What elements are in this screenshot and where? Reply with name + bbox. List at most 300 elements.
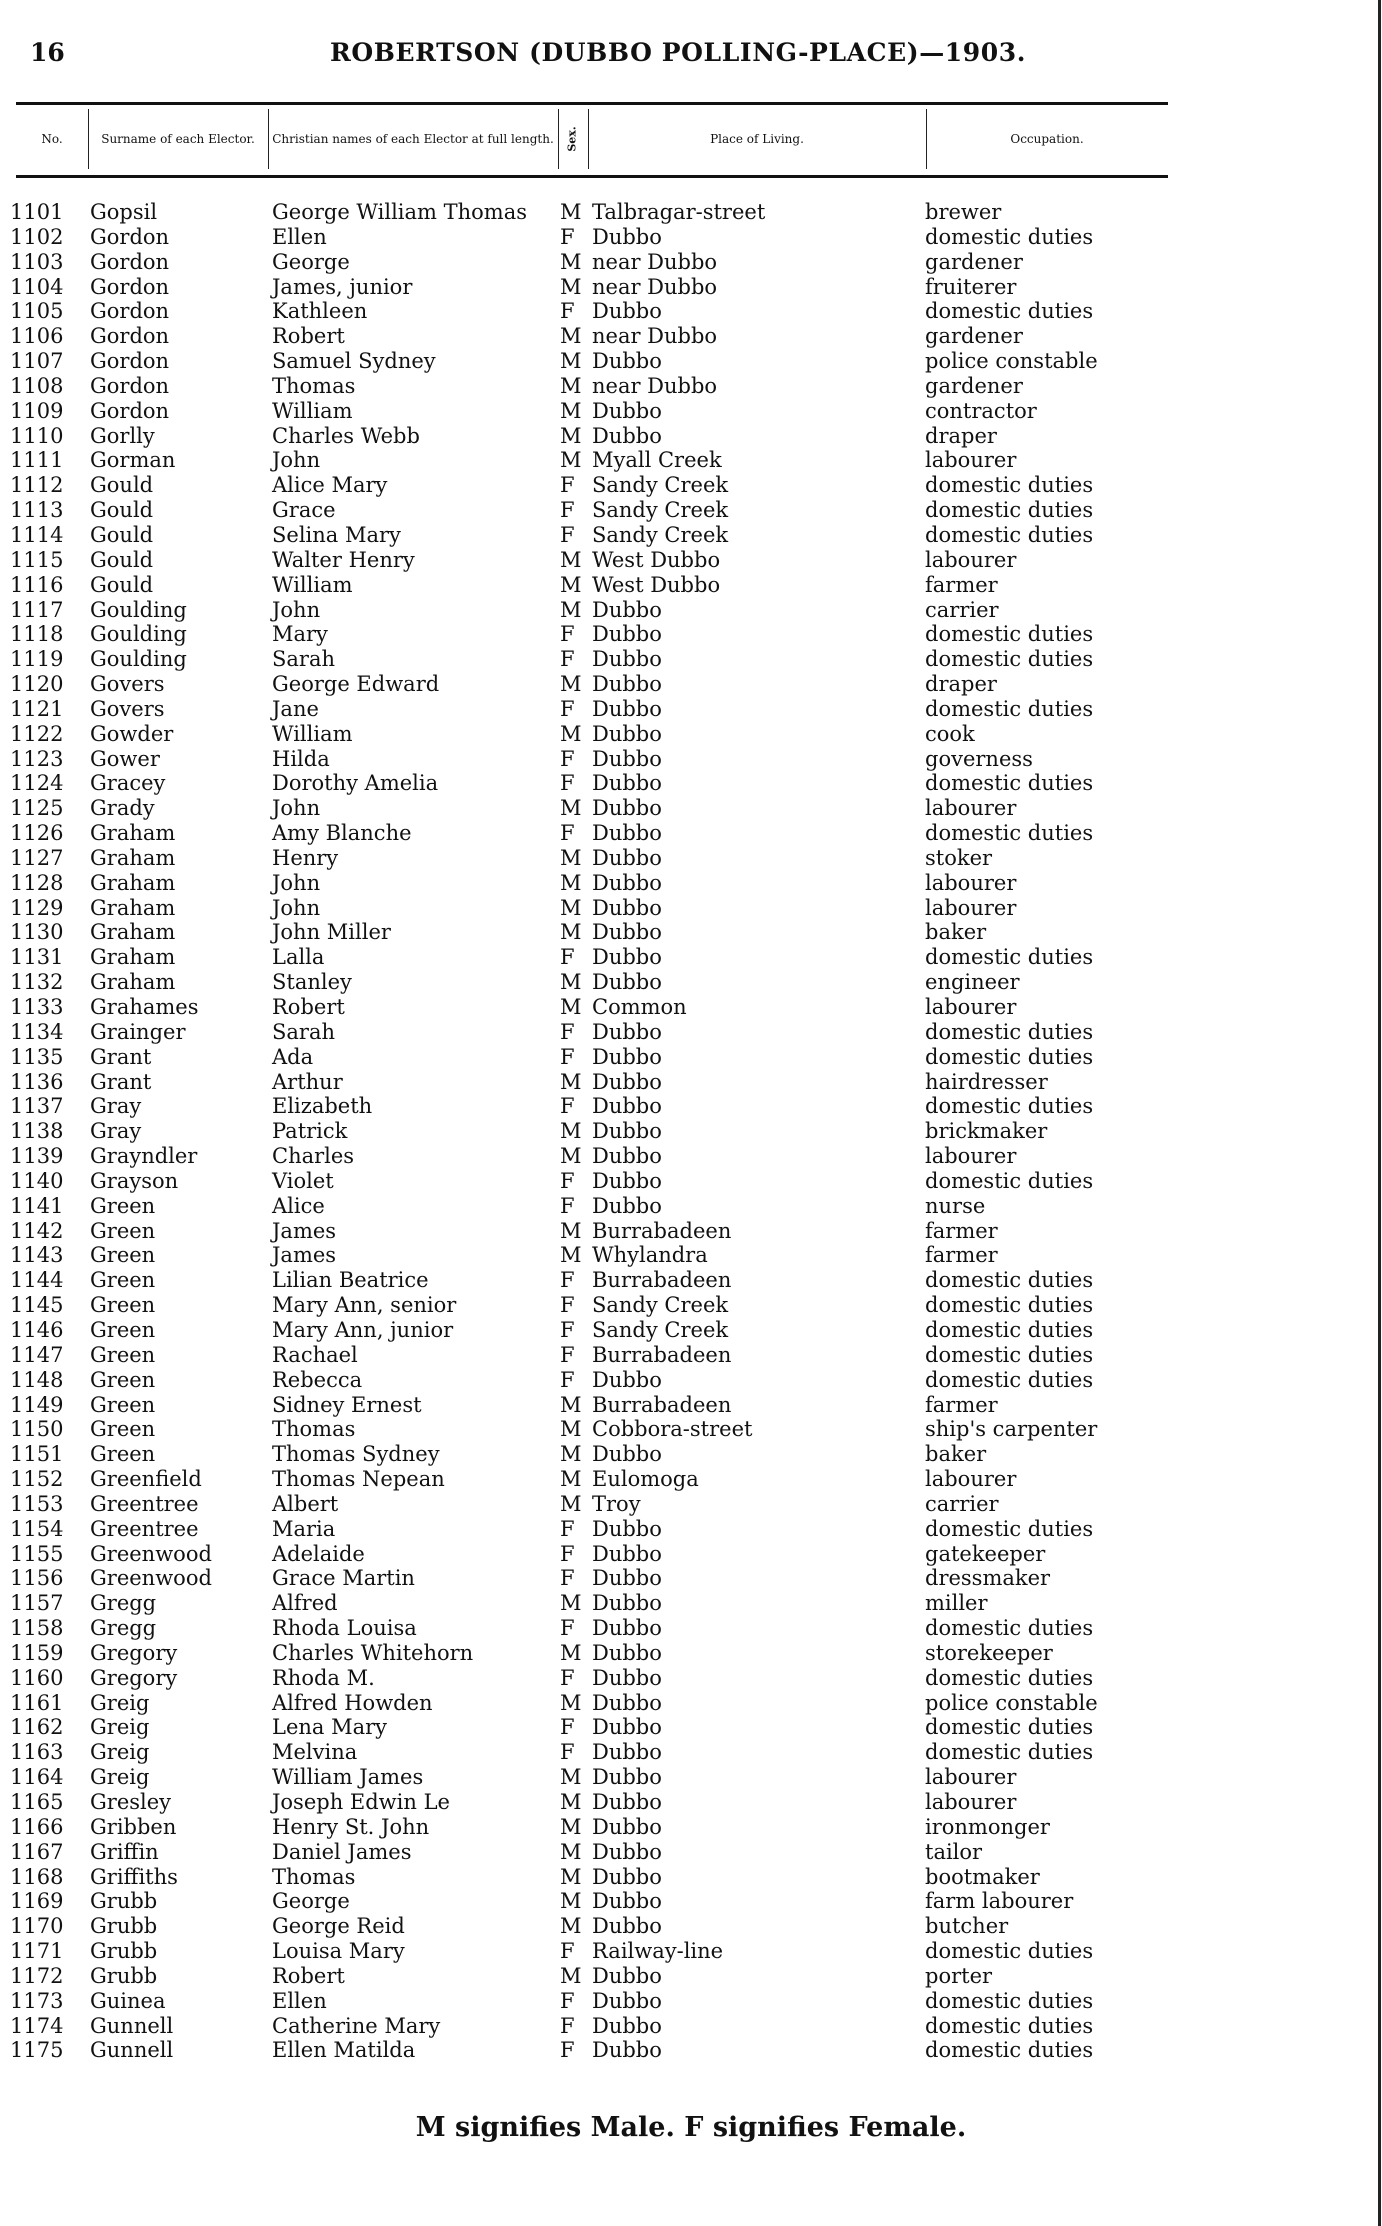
table-row [0,299,1382,324]
row-number: 1103 [10,249,64,274]
christian-names: Hilda [272,746,330,771]
table-row [0,1641,1382,1666]
place-of-living: Dubbo [592,1019,662,1044]
occupation: engineer [925,970,1020,995]
sex: M [560,1963,582,1988]
table-row [0,821,1382,846]
occupation: dressmaker [925,1566,1051,1591]
table-row [0,970,1382,995]
christian-names: John [272,597,321,622]
occupation: porter [925,1963,993,1988]
table-row [0,672,1382,697]
place-of-living: Dubbo [592,1144,662,1169]
sex: F [560,647,575,672]
occupation: domestic duties [925,1342,1094,1367]
table-row [0,1616,1382,1641]
table-row [0,871,1382,896]
christian-names: Kathleen [272,299,368,324]
christian-names: Rebecca [272,1367,363,1392]
place-of-living: West Dubbo [592,547,721,572]
table-row [0,1169,1382,1194]
sex: M [560,1218,582,1243]
occupation: domestic duties [925,1293,1094,1318]
sex: F [560,1317,575,1342]
occupation: cook [925,721,975,746]
occupation: domestic duties [925,224,1094,249]
place-of-living: Talbragar-street [592,200,766,224]
surname: Goulding [90,647,187,672]
surname: Graham [90,970,176,995]
place-of-living: Dubbo [592,1640,662,1665]
row-number: 1130 [10,920,64,945]
sex: F [560,522,575,547]
sex: F [560,2013,575,2038]
surname: Greentree [90,1491,199,1516]
christian-names: James [272,1218,337,1243]
table-row [0,1020,1382,1045]
surname: Gould [90,522,154,547]
occupation: labourer [925,895,1017,920]
row-number: 1107 [10,349,64,374]
row-number: 1143 [10,1243,64,1268]
table-row [0,1144,1382,1169]
sex: M [560,1765,582,1790]
surname: Gribben [90,1814,177,1839]
row-number: 1126 [10,821,64,846]
row-number: 1121 [10,696,64,721]
table-row [0,1715,1382,1740]
occupation: gardener [925,249,1023,274]
surname: Grubb [90,1939,158,1964]
row-number: 1140 [10,1168,64,1193]
row-number: 1116 [10,572,64,597]
christian-names: Alice [272,1193,325,1218]
row-number: 1152 [10,1467,64,1492]
christian-names: Alfred [272,1591,338,1616]
surname: Greenwood [90,1541,212,1566]
row-number: 1161 [10,1690,64,1715]
place-of-living: Common [592,995,687,1019]
row-number: 1122 [10,721,64,746]
sex: F [560,1988,575,2013]
surname: Gordon [90,349,170,374]
surname: Gordon [90,224,170,249]
sex: M [560,995,582,1019]
christian-names: Rachael [272,1342,358,1367]
surname: Griffiths [90,1864,178,1889]
occupation: labourer [925,1790,1017,1814]
surname: Gordon [90,398,170,423]
sex: F [560,1293,575,1318]
christian-names: Charles [272,1144,355,1169]
place-of-living: Dubbo [592,920,662,945]
occupation: hairdresser [925,1069,1048,1094]
sex: M [560,895,582,920]
place-of-living: Dubbo [592,224,662,249]
sex: M [560,349,582,374]
occupation: butcher [925,1914,1009,1939]
sex: M [560,423,582,448]
occupation: governess [925,746,1033,771]
christian-names: Rhoda Louisa [272,1616,417,1641]
christian-names: John Miller [272,920,391,945]
christian-names: John [272,895,321,920]
christian-names: Rhoda M. [272,1665,375,1690]
sex: M [560,920,582,945]
christian-names: Sarah [272,1019,335,1044]
sex: M [560,274,582,299]
sex: M [560,1243,582,1268]
sex: M [560,845,582,870]
table-row [0,473,1382,498]
row-number: 1171 [10,1939,64,1964]
occupation: storekeeper [925,1640,1053,1665]
christian-names: Melvina [272,1740,358,1765]
place-of-living: Dubbo [592,1889,662,1914]
surname: Griffin [90,1839,159,1864]
place-of-living: Dubbo [592,1814,662,1839]
table-row [0,1467,1382,1492]
row-number: 1145 [10,1293,64,1318]
column-header-occupation: Occupation. [1010,132,1084,146]
surname: Gordon [90,299,170,324]
place-of-living: Dubbo [592,622,662,647]
sex: M [560,721,582,746]
sex: F [560,1193,575,1218]
sex: M [560,547,582,572]
sex: F [560,1168,575,1193]
sex: F [560,1044,575,1069]
place-of-living: Dubbo [592,1665,662,1690]
occupation: miller [925,1591,988,1616]
place-of-living: Dubbo [592,1193,662,1218]
surname: Gopsil [90,200,158,224]
table-row [0,200,1382,225]
occupation: domestic duties [925,473,1094,498]
christian-names: John [272,448,321,473]
christian-names: Thomas [272,1417,356,1442]
table-row [0,2014,1382,2039]
place-of-living: Dubbo [592,895,662,920]
occupation: domestic duties [925,1516,1094,1541]
sex: M [560,1864,582,1889]
christian-names: Charles Webb [272,423,420,448]
occupation: domestic duties [925,696,1094,721]
sex: F [560,622,575,647]
christian-names: Thomas Nepean [272,1467,445,1492]
surname: Gould [90,547,154,572]
place-of-living: Dubbo [592,398,662,423]
christian-names: Thomas [272,1864,356,1889]
table-row [0,1964,1382,1989]
occupation: domestic duties [925,1939,1094,1964]
christian-names: Alice Mary [272,473,388,498]
table-row [0,1865,1382,1890]
row-number: 1112 [10,473,64,498]
table-row [0,1194,1382,1219]
row-number: 1147 [10,1342,64,1367]
occupation: labourer [925,448,1017,473]
place-of-living: Dubbo [592,1168,662,1193]
sex: M [560,1839,582,1864]
place-of-living: Dubbo [592,845,662,870]
row-number: 1102 [10,224,64,249]
occupation: farm labourer [925,1889,1074,1914]
surname: Green [90,1317,156,1342]
table-row [0,1815,1382,1840]
surname: Govers [90,696,165,721]
occupation: domestic duties [925,2013,1094,2038]
christian-names: George Reid [272,1914,405,1939]
christian-names: Elizabeth [272,1094,373,1119]
sex: M [560,1790,582,1814]
surname: Gould [90,572,154,597]
occupation: labourer [925,995,1017,1019]
surname: Gordon [90,249,170,274]
occupation: baker [925,1442,987,1467]
christian-names: Robert [272,324,345,349]
place-of-living: Sandy Creek [592,1293,729,1318]
surname: Gregg [90,1616,157,1641]
occupation: carrier [925,1491,999,1516]
row-number: 1111 [10,448,64,473]
occupation: domestic duties [925,1367,1094,1392]
row-number: 1174 [10,2013,64,2038]
place-of-living: Dubbo [592,1914,662,1939]
occupation: domestic duties [925,821,1094,846]
place-of-living: Dubbo [592,299,662,324]
place-of-living: Dubbo [592,1591,662,1616]
table-row [0,1914,1382,1939]
sex: F [560,1541,575,1566]
christian-names: Sarah [272,647,335,672]
surname: Greig [90,1740,150,1765]
occupation: domestic duties [925,945,1094,970]
row-number: 1134 [10,1019,64,1044]
occupation: baker [925,920,987,945]
row-number: 1151 [10,1442,64,1467]
christian-names: Mary Ann, junior [272,1317,454,1342]
row-number: 1164 [10,1765,64,1790]
christian-names: Alfred Howden [272,1690,433,1715]
surname: Green [90,1342,156,1367]
christian-names: Jane [272,696,319,721]
occupation: domestic duties [925,1616,1094,1641]
place-of-living: Dubbo [592,1740,662,1765]
sex: F [560,696,575,721]
surname: Green [90,1367,156,1392]
occupation: domestic duties [925,522,1094,547]
row-number: 1139 [10,1144,64,1169]
occupation: carrier [925,597,999,622]
christian-names: Dorothy Amelia [272,771,439,796]
surname: Green [90,1417,156,1442]
row-number: 1173 [10,1988,64,2013]
table-row [0,1889,1382,1914]
row-number: 1156 [10,1566,64,1591]
table-header [16,102,1168,178]
table-row [0,1293,1382,1318]
occupation: domestic duties [925,1715,1094,1740]
christian-names: Charles Whitehorn [272,1640,474,1665]
place-of-living: Dubbo [592,647,662,672]
surname: Gowder [90,721,174,746]
place-of-living: Dubbo [592,771,662,796]
place-of-living: Dubbo [592,1069,662,1094]
sex: M [560,796,582,821]
christian-names: William [272,572,353,597]
sex: F [560,473,575,498]
surname: Gould [90,473,154,498]
surname: Green [90,1218,156,1243]
row-number: 1110 [10,423,64,448]
surname: Greig [90,1690,150,1715]
row-number: 1157 [10,1591,64,1616]
row-number: 1115 [10,547,64,572]
surname: Gordon [90,274,170,299]
row-number: 1131 [10,945,64,970]
sex: F [560,1367,575,1392]
place-of-living: Sandy Creek [592,522,729,547]
row-number: 1155 [10,1541,64,1566]
christian-names: Louisa Mary [272,1939,405,1964]
sex: M [560,448,582,473]
christian-names: George Edward [272,672,440,697]
occupation: brewer [925,200,1002,224]
table-row [0,1368,1382,1393]
place-of-living: Dubbo [592,1765,662,1790]
surname: Goulding [90,622,187,647]
place-of-living: near Dubbo [592,373,718,398]
row-number: 1114 [10,522,64,547]
sex: F [560,771,575,796]
surname: Gunnell [90,2013,174,2038]
sex: M [560,672,582,697]
surname: Gordon [90,373,170,398]
sex: F [560,1566,575,1591]
occupation: domestic duties [925,647,1094,672]
christian-names: John [272,796,321,821]
surname: Grubb [90,1914,158,1939]
surname: Gorman [90,448,176,473]
surname: Graham [90,920,176,945]
occupation: gatekeeper [925,1541,1046,1566]
column-header-sex [558,109,589,169]
occupation: domestic duties [925,1168,1094,1193]
sex: M [560,1417,582,1442]
column-header-no: No. [16,109,89,169]
surname: Greig [90,1715,150,1740]
table-row [0,1666,1382,1691]
row-number: 1153 [10,1491,64,1516]
occupation: domestic duties [925,1094,1094,1119]
place-of-living: Dubbo [592,1864,662,1889]
place-of-living: Burrabadeen [592,1342,732,1367]
row-number: 1149 [10,1392,64,1417]
sex: M [560,373,582,398]
place-of-living: Dubbo [592,696,662,721]
occupation: labourer [925,547,1017,572]
row-number: 1118 [10,622,64,647]
occupation: domestic duties [925,1044,1094,1069]
occupation: stoker [925,845,993,870]
table-row [0,1417,1382,1442]
sex: F [560,746,575,771]
place-of-living: Dubbo [592,970,662,995]
occupation: domestic duties [925,1019,1094,1044]
table-row [0,250,1382,275]
christian-names: Maria [272,1516,336,1541]
place-of-living: Dubbo [592,2013,662,2038]
surname: Graham [90,870,176,895]
sex: M [560,1467,582,1492]
sex: M [560,870,582,895]
christian-names: William James [272,1765,424,1790]
table-row [0,399,1382,424]
occupation: gardener [925,373,1023,398]
place-of-living: Sandy Creek [592,473,729,498]
surname: Gower [90,746,160,771]
table-row [0,1517,1382,1542]
surname: Green [90,1442,156,1467]
place-of-living: West Dubbo [592,572,721,597]
place-of-living: Dubbo [592,349,662,374]
occupation: gardener [925,324,1023,349]
christian-names: Thomas Sydney [272,1442,440,1467]
occupation: brickmaker [925,1119,1048,1144]
place-of-living: Dubbo [592,1790,662,1814]
column-header-surname: Surname of each Elector. [88,109,269,169]
sex: M [560,1119,582,1144]
place-of-living: Dubbo [592,1119,662,1144]
table-row [0,920,1382,945]
place-of-living: Dubbo [592,597,662,622]
place-of-living: Cobbora-street [592,1417,753,1442]
christian-names: Catherine Mary [272,2013,441,2038]
christian-names: Ellen [272,224,327,249]
christian-names: James [272,1243,337,1268]
surname: Green [90,1392,156,1417]
surname: Greentree [90,1516,199,1541]
surname: Grainger [90,1019,186,1044]
place-of-living: Dubbo [592,1044,662,1069]
place-of-living: Troy [592,1491,641,1516]
table-row [0,1243,1382,1268]
surname: Greig [90,1765,150,1790]
sex: F [560,498,575,523]
occupation: domestic duties [925,1988,1094,2013]
surname: Gunnell [90,2038,174,2063]
sex: M [560,324,582,349]
row-number: 1165 [10,1790,64,1814]
row-number: 1117 [10,597,64,622]
table-row [0,548,1382,573]
christian-names: William [272,721,353,746]
sex: M [560,1914,582,1939]
table-row [0,498,1382,523]
surname: Green [90,1293,156,1318]
sex: F [560,224,575,249]
surname: Gracey [90,771,166,796]
table-row [0,1840,1382,1865]
place-of-living: Burrabadeen [592,1268,732,1293]
place-of-living: Dubbo [592,1442,662,1467]
table-row [0,747,1382,772]
surname: Gregory [90,1665,178,1690]
sex: F [560,1740,575,1765]
surname: Grayndler [90,1144,198,1169]
occupation: labourer [925,1765,1017,1790]
